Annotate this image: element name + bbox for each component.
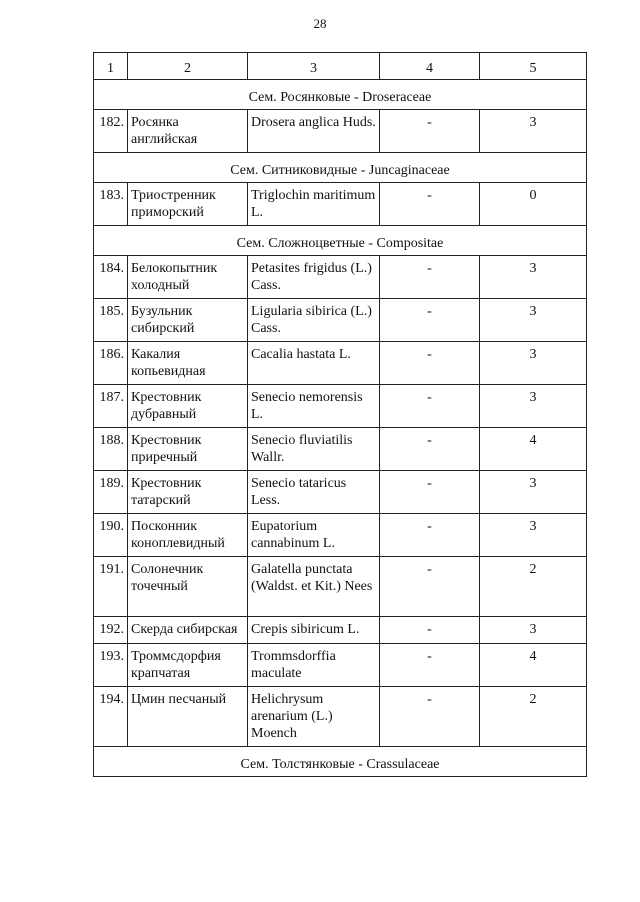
column-4-value: - (380, 256, 480, 299)
column-5-value: 4 (480, 428, 587, 471)
table-row (94, 557, 587, 617)
species-number: 188. (94, 428, 128, 471)
column-4-value: - (380, 644, 480, 687)
table-row (94, 617, 587, 644)
column-4-value: - (380, 557, 480, 617)
family-row (94, 153, 587, 183)
header-cell-3: 3 (248, 53, 380, 80)
species-number: 185. (94, 299, 128, 342)
column-5-value: 0 (480, 183, 587, 226)
column-4-value: - (380, 617, 480, 644)
species-latin-name: Senecio nemorensis L. (248, 385, 380, 428)
table-row (94, 644, 587, 687)
header-cell-4: 4 (380, 53, 480, 80)
family-row (94, 80, 587, 110)
table-row (94, 299, 587, 342)
species-russian-name: Цмин песчаный (128, 687, 248, 747)
species-latin-name: Eupatorium cannabinum L. (248, 514, 380, 557)
table-row (94, 342, 587, 385)
table-row (94, 256, 587, 299)
species-russian-name: Крестовник дубравный (128, 385, 248, 428)
species-number: 182. (94, 110, 128, 153)
header-cell-1: 1 (94, 53, 128, 80)
family-name: Сем. Ситниковидные - Juncaginaceae (94, 153, 587, 183)
column-5-value: 3 (480, 471, 587, 514)
column-5-value: 2 (480, 557, 587, 617)
species-russian-name: Триостренник приморский (128, 183, 248, 226)
column-5-value: 3 (480, 342, 587, 385)
species-latin-name: Galatella punctata (Waldst. et Kit.) Nees (248, 557, 380, 617)
header-row (94, 53, 587, 80)
column-4-value: - (380, 110, 480, 153)
species-latin-name: Triglochin maritimum L. (248, 183, 380, 226)
species-number: 183. (94, 183, 128, 226)
column-4-value: - (380, 183, 480, 226)
species-russian-name: Крестовник приречный (128, 428, 248, 471)
column-4-value: - (380, 299, 480, 342)
species-number: 191. (94, 557, 128, 617)
species-number: 189. (94, 471, 128, 514)
column-5-value: 3 (480, 256, 587, 299)
species-number: 186. (94, 342, 128, 385)
species-russian-name: Крестовник татарский (128, 471, 248, 514)
species-latin-name: Cacalia hastata L. (248, 342, 380, 385)
table-row (94, 514, 587, 557)
species-russian-name: Бузульник сибирский (128, 299, 248, 342)
species-latin-name: Senecio fluviatilis Wallr. (248, 428, 380, 471)
species-number: 193. (94, 644, 128, 687)
species-russian-name: Росянка английская (128, 110, 248, 153)
column-5-value: 3 (480, 299, 587, 342)
species-number: 184. (94, 256, 128, 299)
family-name: Сем. Росянковые - Droseraceae (94, 80, 587, 110)
species-number: 192. (94, 617, 128, 644)
table-row (94, 471, 587, 514)
species-russian-name: Посконник коноплевидный (128, 514, 248, 557)
header-cell-2: 2 (128, 53, 248, 80)
header-cell-5: 5 (480, 53, 587, 80)
table-row (94, 110, 587, 153)
species-number: 194. (94, 687, 128, 747)
species-number: 187. (94, 385, 128, 428)
species-latin-name: Petasites frigidus (L.) Cass. (248, 256, 380, 299)
column-4-value: - (380, 428, 480, 471)
species-russian-name: Скерда сибирская (128, 617, 248, 644)
page-number: 28 (313, 16, 327, 31)
species-latin-name: Crepis sibiricum L. (248, 617, 380, 644)
table-row (94, 183, 587, 226)
table-row (94, 428, 587, 471)
column-5-value: 3 (480, 385, 587, 428)
species-latin-name: Helichrysum arenarium (L.) Moench (248, 687, 380, 747)
species-russian-name: Какалия копьевидная (128, 342, 248, 385)
family-row (94, 226, 587, 256)
species-russian-name: Троммсдорфия крапчатая (128, 644, 248, 687)
species-number: 190. (94, 514, 128, 557)
species-table (93, 52, 587, 777)
column-4-value: - (380, 471, 480, 514)
species-russian-name: Белокопытник холодный (128, 256, 248, 299)
species-latin-name: Trommsdorffia maculate (248, 644, 380, 687)
species-latin-name: Drosera anglica Huds. (248, 110, 380, 153)
column-5-value: 3 (480, 617, 587, 644)
column-5-value: 3 (480, 514, 587, 557)
species-russian-name: Солонечник точечный (128, 557, 248, 617)
table-row (94, 687, 587, 747)
species-latin-name: Senecio tataricus Less. (248, 471, 380, 514)
family-row (94, 747, 587, 777)
column-4-value: - (380, 687, 480, 747)
column-4-value: - (380, 342, 480, 385)
column-5-value: 3 (480, 110, 587, 153)
family-name: Сем. Толстянковые - Crassulaceae (94, 747, 587, 777)
column-5-value: 2 (480, 687, 587, 747)
species-latin-name: Ligularia sibirica (L.) Cass. (248, 299, 380, 342)
column-4-value: - (380, 514, 480, 557)
table-row (94, 385, 587, 428)
column-5-value: 4 (480, 644, 587, 687)
column-4-value: - (380, 385, 480, 428)
species-table-body (94, 53, 587, 777)
family-name: Сем. Сложноцветные - Compositae (94, 226, 587, 256)
